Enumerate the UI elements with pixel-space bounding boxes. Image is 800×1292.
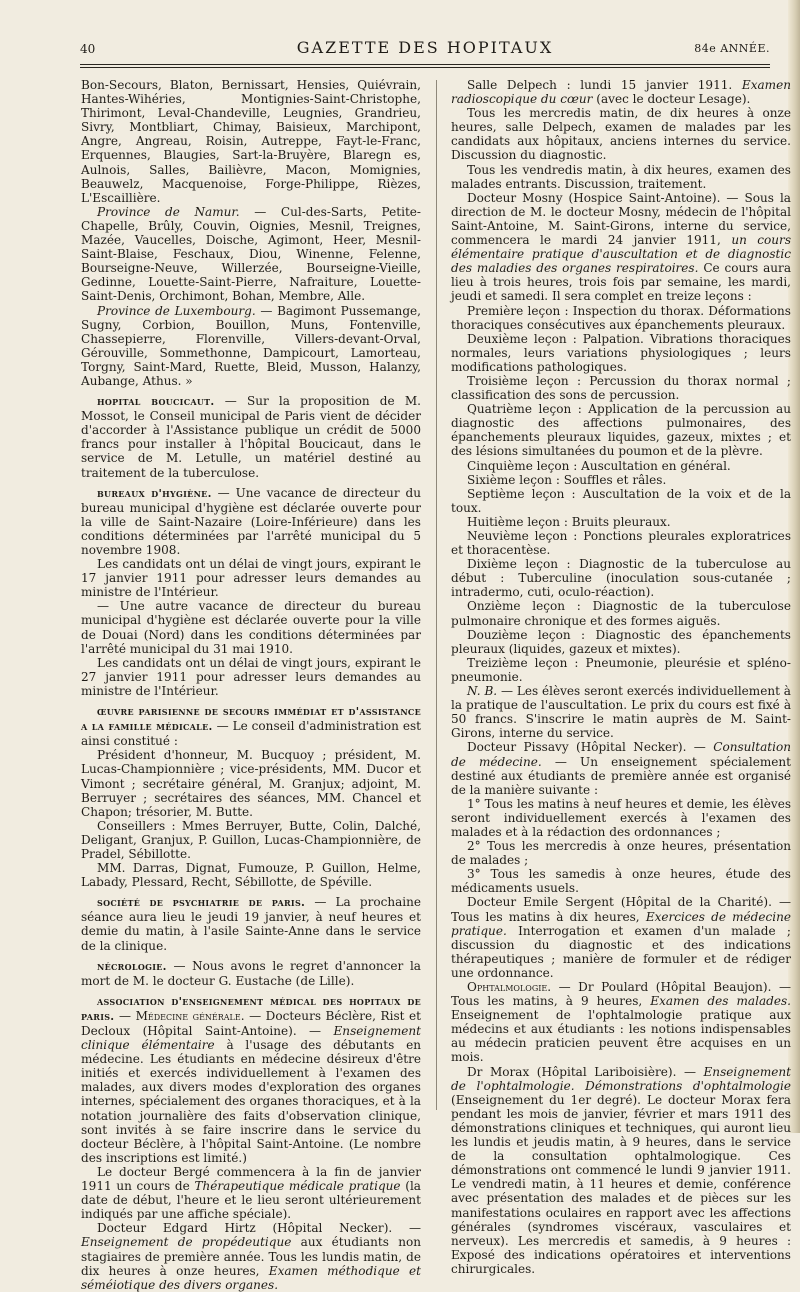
notice-oeuvre-parisienne: œuvre parisienne de secours immédiat et d'assistance a la famille médicale. — Le conseil d'administration est ainsi constitué : — [81, 705, 421, 749]
notice-hopital-boucicaut: hopital boucicaut. — Sur la proposition de M. Mossot, le Conseil municipal de Paris vient de décider d'accorder à l'Assistance publique un crédit de 5000 francs pour installer à l'hôpital Boucicaut, dans le service de M. Letulle, un matériel destiné au traitement de la tuberculose. — [81, 394, 421, 480]
paragraph: Président d'honneur, M. Bucquoy ; président, M. Lucas-Championnière ; vice-présidents, MM. Ducor et Vimont ; secrétaire général, M. Granjux; adjoint, M. Berruyer ; secrétaires des séances, MM. Chancel et Chapon; trésorier, M. Butte. — [81, 748, 421, 819]
paragraph: Docteur Mosny (Hospice Saint-Antoine). — Sous la direction de M. le docteur Mosny, médecin de l'hôpital Saint-Antoine, M. Saint-Girons, interne du service, commencera le mardi 24 janvier 1911, un cours élémentaire pratique d'auscultation et de diagnostic des maladies des organes respiratoires. Ce cours aura lieu à trois heures, trois fois par semaine, les mardi, jeudi et samedi. Il sera complet en treize leçons : — [451, 190, 791, 304]
left-column — [81, 78, 422, 1292]
paragraph: Bon-Secours, Blaton, Bernissart, Hensies, Quiévrain, Hantes-Wihéries, Montignies-Saint-Christophe, Thirimont, Leval-Chandeville, Leugnies, Grandrieu, Sivry, Montbliart, Chimay, Baisieux, Marchipont, Angre, Angreau, Roisin, Autreppe, Fayt-le-Franc, Erquennes, Blaugies, Sart-la-Bruyère, Blaregn es, Aulnois, Salles, Bailièvre, Macon, Momignies, Beauwelz, Macquenoise, Forge-Philippe, Rièzes, L'Escaillière. — [81, 78, 421, 205]
lesson-item: Treizième leçon : Pneumonie, pleurésie et spléno-pneumonie. — [451, 655, 791, 684]
paragraph: Tous les vendredis matin, à dix heures, examen des malades entrants. Discussion, traitement. — [451, 162, 791, 191]
notice-necrologie: nécrologie. — Nous avons le regret d'annoncer la mort de M. le docteur G. Eustache (de Lille). — [81, 958, 421, 988]
lesson-item: Troisième leçon : Percussion du thorax normal ; classification des sons de percussion. — [451, 373, 791, 403]
notice-bureaux-hygiene: bureaux d'hygiène. — Une vacance de directeur du bureau municipal d'hygiène est déclarée ouverte pour la ville de Saint-Nazaire (Loire-Inférieure) dans les conditions déterminées par l'arrêté municipal du 5 novembre 1908. — [81, 485, 421, 557]
paragraph: Docteur Pissavy (Hôpital Necker). — Consultation de médecine. — Un enseignement spécialement destiné aux étudiants de première année est organisé de la manière suivante : — [451, 740, 791, 797]
paragraph: Conseillers : Mmes Berruyer, Butte, Colin, Dalché, Deligant, Granjux, P. Guillon, Lucas-Championnière, de Pradel, Sébillotte. — [81, 818, 421, 861]
paragraph: Les candidats ont un délai de vingt jours, expirant le 27 janvier 1911 pour adresser leurs demandes au ministre de l'Intérieur. — [81, 655, 421, 698]
paragraph: — Une autre vacance de directeur du bureau municipal d'hygiène est déclarée ouverte pour la ville de Douai (Nord) dans les conditions déterminées par l'arrêté municipal du 31 mai 1910. — [81, 599, 421, 656]
lesson-item: Onzième leçon : Diagnostic de la tuberculose pulmonaire chronique et des formes aiguës. — [451, 599, 791, 628]
list-item: 3° Tous les samedis à onze heures, étude des médicaments usuels. — [451, 867, 791, 896]
list-item: 2° Tous les mercredis à onze heures, présentation de malades ; — [451, 839, 791, 868]
paragraph: Docteur Emile Sergent (Hôpital de la Charité). — Tous les matins à dix heures, Exercices de médecine pratique. Interrogation et examen d'un malade ; discussion du diagnostic et des indications thérapeutiques ; manière de formuler et de rédiger une ordonnance. — [451, 895, 792, 980]
paragraph: Les candidats ont un délai de vingt jours, expirant le 17 janvier 1911 pour adresser leurs demandes au ministre de l'Intérieur. — [81, 557, 421, 600]
header-rule-bottom — [80, 67, 770, 68]
lesson-item: Cinquième leçon : Auscultation en général. — [467, 458, 731, 473]
paragraph: Tous les mercredis matin, de dix heures à onze heures, salle Delpech, examen de malades par les candidats aux hôpitaux, anciens internes du service. Discussion du diagnostic. — [451, 106, 791, 163]
paragraph: Province de Namur. — Cul-des-Sarts, Petite-Chapelle, Brûly, Couvin, Oignies, Mesnil, Treignes, Mazée, Vaucelles, Doische, Agimont, Heer, Mesnil-Saint-Blaise, Feschaux, Diou, Winenne, Felenne, Bourseigne-Neuve, Willerzée, Bourseigne-Vieille, Gedinne, Louette-Saint-Pierre, Nafraiture, Louette-Saint-Denis, Orchimont, Bohan, Membre, Alle. — [81, 204, 421, 304]
journal-title: GAZETTE DES HOPITAUX — [296, 38, 554, 57]
paragraph: Le docteur Bergé commencera à la fin de janvier 1911 un cours de Thérapeutique médicale pratique (la date de début, l'heure et le lieu seront ultérieurement indiqués par une affiche spéciale). — [81, 1164, 421, 1222]
lesson-item: Septième leçon : Auscultation de la voix et de la toux. — [451, 486, 791, 515]
header-rule-top — [80, 64, 770, 65]
paragraph: Province de Luxembourg. — Bagimont Pussemange, Sugny, Corbion, Bouillon, Muns, Fontenville, Chassepierre, Florenville, Villers-devant-Orval, Gérouville, Sommethonne, Dampicourt, Lamorteau, Torgny, Saint-Mard, Ruette, Bleid, Musson, Halanzy, Aubange, Athus. » — [81, 303, 421, 388]
right-column — [451, 78, 792, 1276]
paragraph: Docteur Edgard Hirtz (Hôpital Necker). — Enseignement de propédeutique aux étudiants non stagiaires de première année. Tous les lundis matin, de dix heures à onze heures, Examen méthodique et séméiotique des divers organes. — [81, 1221, 421, 1292]
notice-association-enseignement: association d'enseignement médical des hopitaux de paris. — Médecine générale. — Docteurs Béclère, Rist et Decloux (Hôpital Saint-Antoine). — Enseignement clinique élémentaire à l'usage des débutants en médecine. Les étudiants en médecine désireux d'être initiés et exercés individuellement à l'examen des malades, aux divers modes d'exploration des organes internes, spécialement des organes thoraciques, et à la notation journalière des faits d'observation clinique, sont invités à se faire inscrire dans le service du docteur Béclère, à l'hôpital Saint-Antoine. (Le nombre des inscriptions est limité.) — [81, 994, 421, 1165]
paragraph: MM. Darras, Dignat, Fumouze, P. Guillon, Helme, Labady, Plessard, Recht, Sébillotte, de Spéville. — [81, 861, 421, 890]
list-item: 1° Tous les matins à neuf heures et demie, les élèves seront individuellement exercés à l'examen des malades et à la rédaction des ordonnances ; — [451, 796, 791, 839]
lesson-item: Quatrième leçon : Application de la percussion au diagnostic des affections pulmonaires, des épanchements pleuraux liquides, gazeux, mixtes ; et des lésions simultanées du poumon et de la plèvre. — [451, 402, 791, 459]
paragraph: Dr Morax (Hôpital Lariboisière). — Enseignement de l'ophtalmologie. Démonstrations d'ophtalmologie (Enseignement du 1er degré). Le docteur Morax fera pendant les mois de janvier, février et mars 1911 des démonstrations cliniques et techniques, qui auront lieu les lundis et jeudis matin, à 9 heures, dans le service de la consultation ophtalmologique. Ces démonstrations ont commencé le lundi 9 janvier 1911. Le vendredi matin, à 11 heures et demie, conférence avec présentation des malades et de pièces sur les manifestations oculaires en rapport avec les affections générales (syndromes viscéraux, vasculaires et nerveux). Les mercredis et samedis, à 9 heures : Exposé des indications opératoires et interventions chirurgicales. — [451, 1064, 791, 1276]
lesson-item: Neuvième leçon : Ponctions pleurales exploratrices et thoracentèse. — [451, 529, 791, 558]
paragraph: Salle Delpech : lundi 15 janvier 1911. Examen radioscopique du cœur (avec le docteur Lesage). — [451, 78, 791, 107]
volume-year: 84e ANNÉE. — [694, 42, 770, 55]
notice-ophtalmologie: Ophtalmologie. — Dr Poulard (Hôpital Beaujon). — Tous les matins, à 9 heures, Examen des malades. Enseignement de l'ophtalmologie pratique aux médecins et aux étudiants : les notions indispensables au médecin praticien peuvent être acquises en un mois. — [451, 980, 791, 1065]
lesson-item: Sixième leçon : Souffles et râles. — [467, 472, 667, 487]
running-header — [80, 38, 770, 60]
paragraph: N. B. — Les élèves seront exercés individuellement à la pratique de l'auscultation. Le prix du cours est fixé à 50 francs. S'inscrire le matin auprès de M. Saint-Girons, interne du service. — [451, 684, 791, 741]
lesson-item: Douzième leçon : Diagnostic des épanchements pleuraux (liquides, gazeux et mixtes). — [451, 627, 791, 656]
page-number: 40 — [80, 42, 96, 56]
lesson-item: Huitième leçon : Bruits pleuraux. — [467, 514, 671, 529]
notice-societe-psychiatrie: société de psychiatrie de paris. — La prochaine séance aura lieu le jeudi 19 janvier, à neuf heures et demie du matin, à l'asile Sainte-Anne dans le service de la clinique. — [81, 895, 422, 953]
lesson-item: Dixième leçon : Diagnostic de la tuberculose au début : Tuberculine (inoculation sous-cutanée ; intradermo, cuti, oculo-réaction). — [451, 557, 791, 600]
lesson-item: Première leçon : Inspection du thorax. Déformations thoraciques consécutives aux épanchements pleuraux. — [451, 303, 791, 332]
column-divider — [436, 80, 437, 1110]
lesson-item: Deuxième leçon : Palpation. Vibrations thoraciques normales, leurs variations physiologiques ; leurs modifications pathologiques. — [451, 331, 791, 374]
